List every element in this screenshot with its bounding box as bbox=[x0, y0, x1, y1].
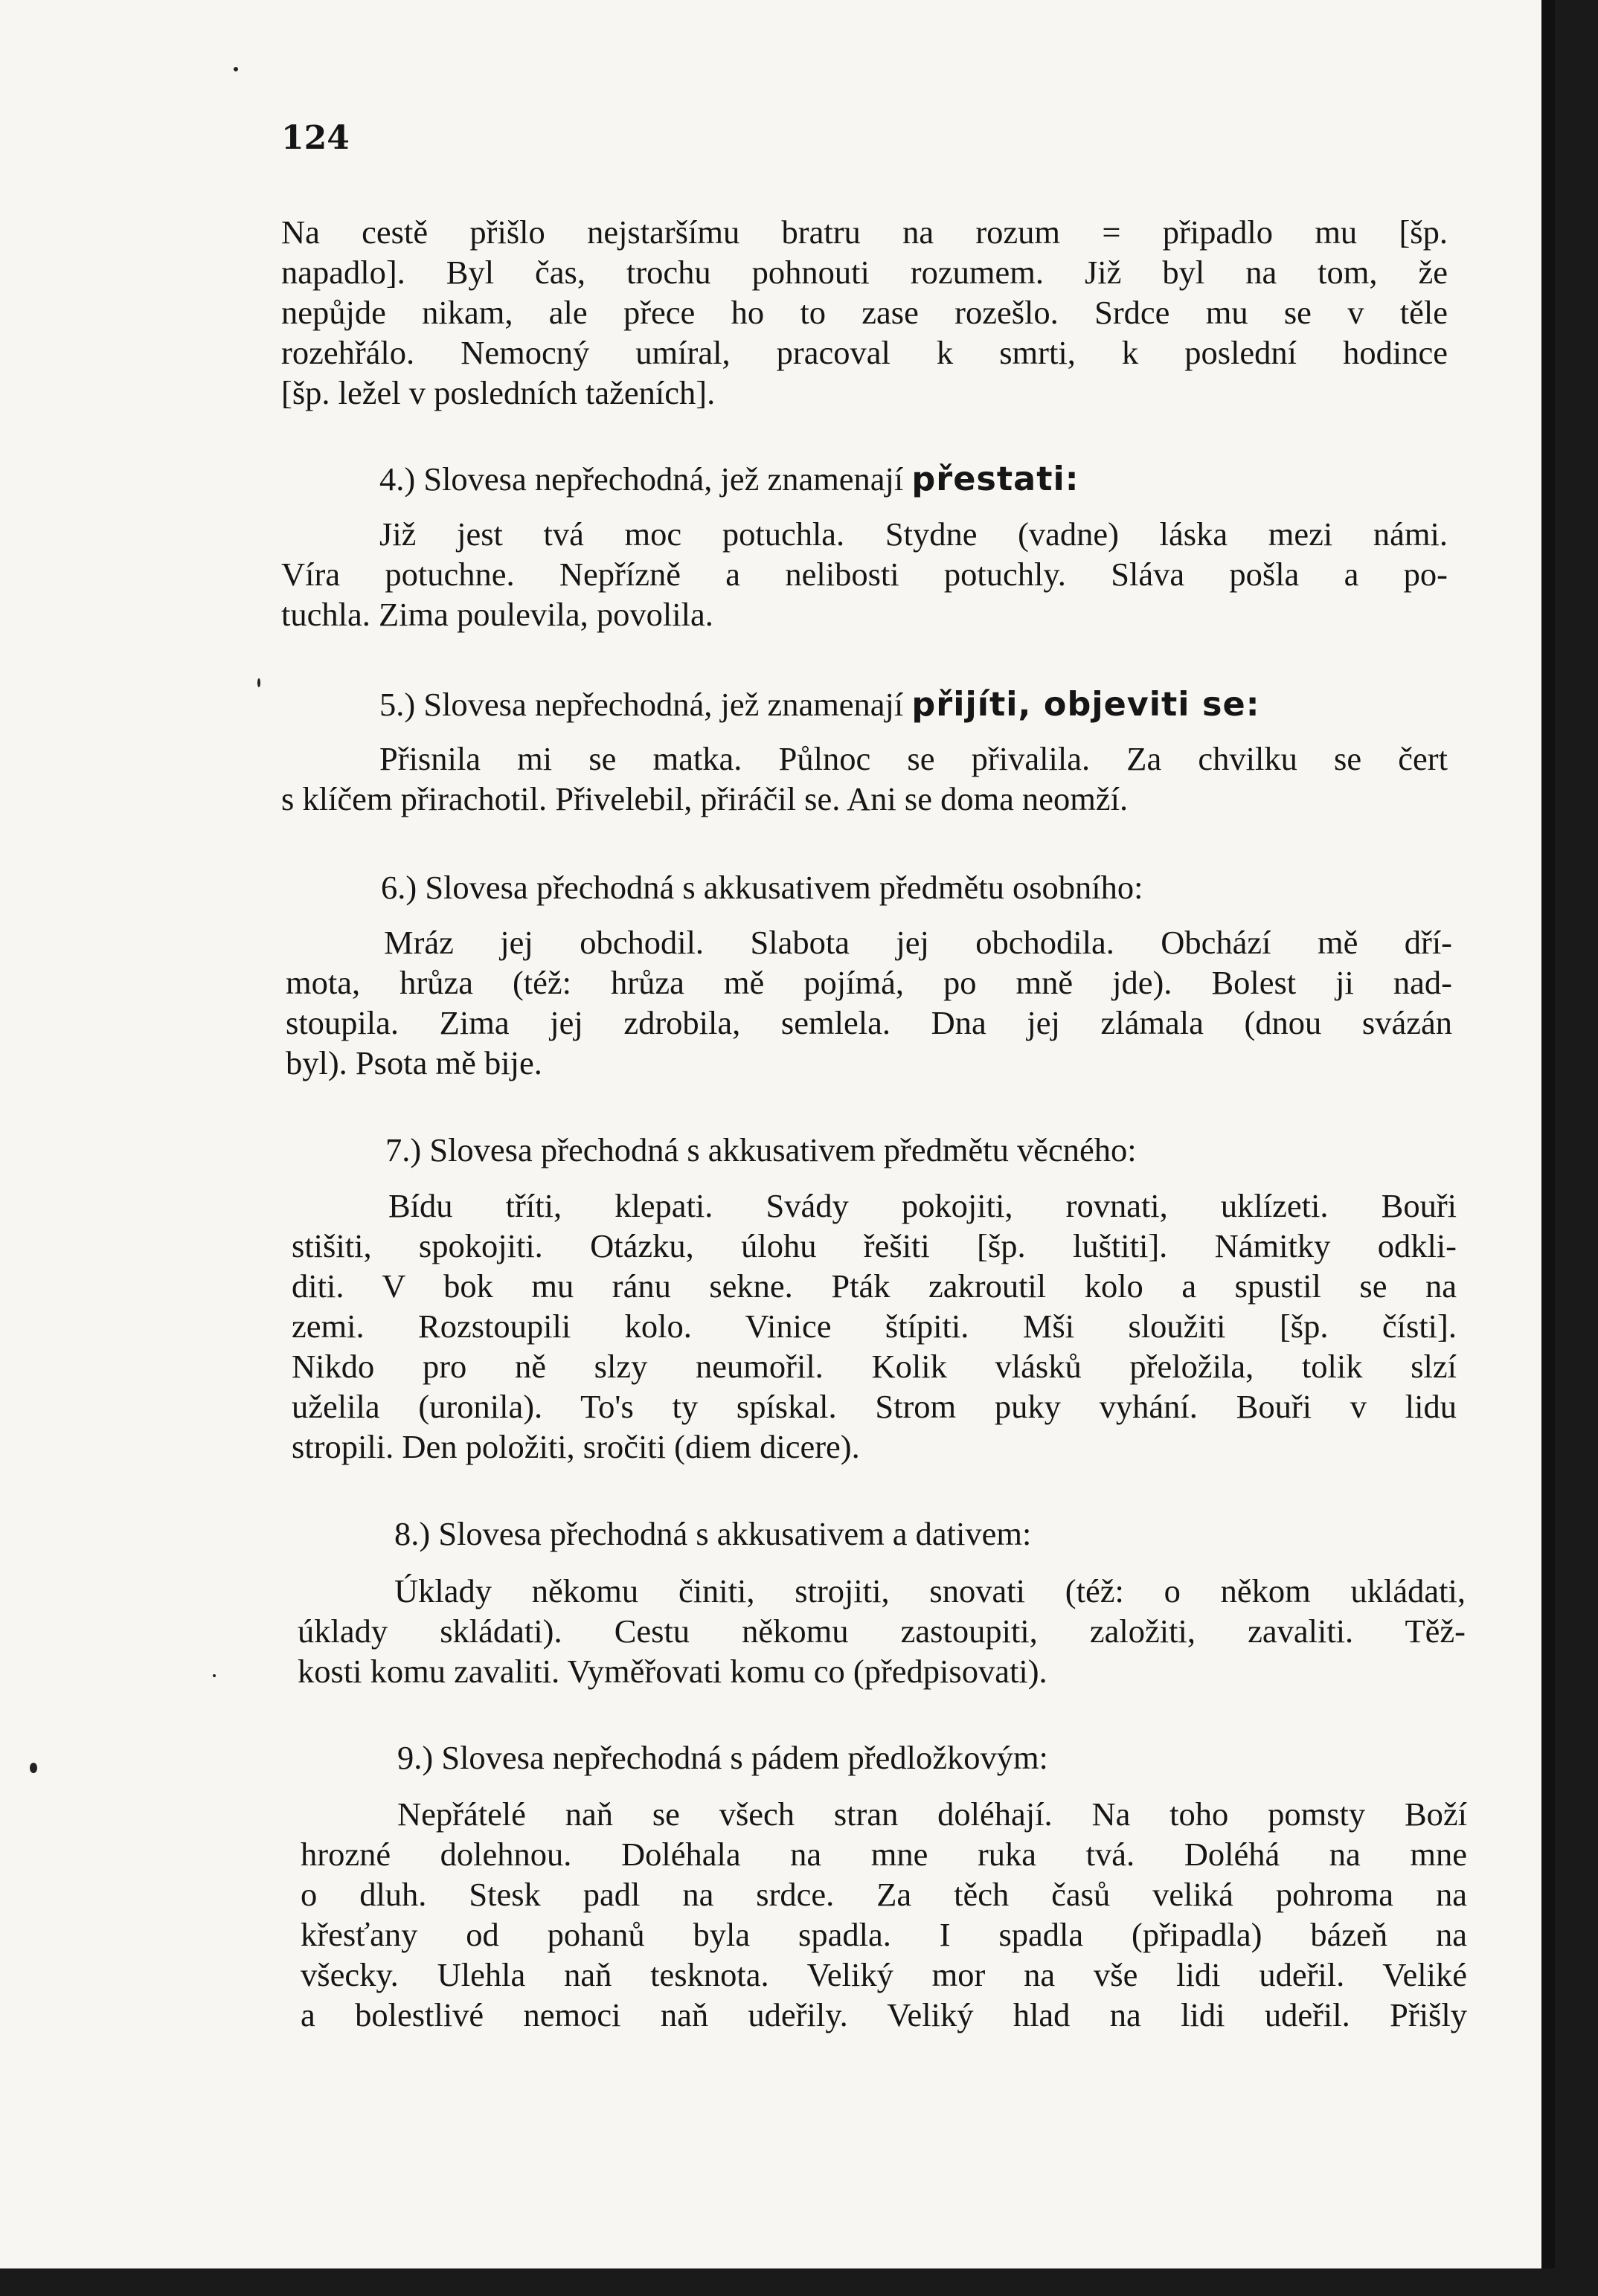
section-body-8 bbox=[298, 1571, 1466, 1691]
text-line: uželila (uronila). To's ty spískal. Strom puky vyhání. Bouři v lidu bbox=[292, 1388, 1457, 1425]
text-line: [šp. ležel v posledních taženích]. bbox=[281, 374, 716, 411]
section-body-6 bbox=[286, 922, 1452, 1083]
text-line: tuchla. Zima poulevila, povolila. bbox=[281, 596, 713, 633]
intro-paragraph bbox=[281, 212, 1448, 413]
section-body-9 bbox=[301, 1794, 1467, 2035]
heading-keyword: přestati: bbox=[911, 460, 1079, 498]
heading-text: 8.) Slovesa přechodná s akkusativem a dativem: bbox=[394, 1515, 1032, 1552]
page-number: 124 bbox=[281, 119, 350, 157]
section-heading-6 bbox=[381, 867, 1143, 907]
text-line: Víra potuchne. Nepřízně a nelibosti potuchly. Sláva pošla a po- bbox=[281, 556, 1448, 593]
scan-speck bbox=[257, 678, 260, 687]
text-line: Na cestě přišlo nejstaršímu bratru na rozum = připadlo mu [šp. bbox=[281, 213, 1448, 251]
text-line: stišiti, spokojiti. Otázku, úlohu řešiti [šp. luštiti]. Námitky odkli- bbox=[292, 1227, 1457, 1264]
text-line: Nikdo pro ně slzy neumořil. Kolik vlásků přeložila, tolik slzí bbox=[292, 1348, 1457, 1385]
scan-speck bbox=[234, 67, 238, 71]
text-line: a bolestlivé nemoci naň udeřily. Veliký hlad na lidi udeřil. Přišly bbox=[301, 1996, 1467, 2033]
heading-text: 6.) Slovesa přechodná s akkusativem předmětu osobního: bbox=[381, 869, 1143, 906]
section-body-7 bbox=[292, 1186, 1457, 1467]
section-body-5 bbox=[281, 739, 1448, 819]
heading-keyword: přijíti, objeviti se: bbox=[911, 686, 1260, 724]
scan-speck bbox=[30, 1763, 37, 1773]
text-line: o dluh. Stesk padl na srdce. Za těch časů veliká pohroma na bbox=[301, 1876, 1467, 1913]
scan-speck bbox=[213, 1674, 216, 1677]
text-line: diti. V bok mu ránu sekne. Pták zakroutil kolo a spustil se na bbox=[292, 1267, 1457, 1305]
text-line: úklady skládati). Cestu někomu zastoupiti, založiti, zavaliti. Těž- bbox=[298, 1612, 1466, 1650]
text-line: Přisnila mi se matka. Půlnoc se přivalila. Za chvilku se čert bbox=[379, 740, 1448, 777]
heading-text: 9.) Slovesa nepřechodná s pádem předložkovým: bbox=[397, 1739, 1048, 1776]
text-line: byl). Psota mě bije. bbox=[286, 1044, 542, 1081]
section-heading-4 bbox=[379, 459, 1079, 500]
text-line: Úklady někomu činiti, strojiti, snovati (též: o někom ukládati, bbox=[394, 1572, 1466, 1610]
section-heading-7 bbox=[385, 1130, 1137, 1170]
heading-text: 5.) Slovesa nepřechodná, jež znamenají bbox=[379, 686, 912, 723]
text-line: zemi. Rozstoupili kolo. Vinice štípiti. Mši sloužiti [šp. čísti]. bbox=[292, 1308, 1457, 1345]
text-line: Již jest tvá moc potuchla. Stydne (vadne) láska mezi námi. bbox=[379, 515, 1448, 553]
section-heading-9 bbox=[397, 1737, 1048, 1778]
section-body-4 bbox=[281, 514, 1448, 634]
text-line: nepůjde nikam, ale přece ho to zase rozešlo. Srdce mu se v těle bbox=[281, 294, 1448, 331]
heading-text: 7.) Slovesa přechodná s akkusativem předmětu věcného: bbox=[385, 1131, 1137, 1168]
text-line: napadlo]. Byl čas, trochu pohnouti rozumem. Již byl na tom, že bbox=[281, 254, 1448, 291]
text-line: všecky. Ulehla naň tesknota. Veliký mor na vše lidi udeřil. Veliké bbox=[301, 1956, 1467, 1993]
text-line: s klíčem přirachotil. Přivelebil, přiráčil se. Ani se doma neomží. bbox=[281, 780, 1129, 817]
text-line: Mráz jej obchodil. Slabota jej obchodila. Obchází mě dří- bbox=[384, 924, 1452, 961]
text-line: hrozné dolehnou. Doléhala na mne ruka tvá. Doléhá na mne bbox=[301, 1836, 1467, 1873]
text-line: stoupila. Zima jej zdrobila, semlela. Dna jej zlámala (dnou svázán bbox=[286, 1004, 1452, 1041]
text-line: kosti komu zavaliti. Vyměřovati komu co (předpisovati). bbox=[298, 1653, 1047, 1690]
text-line: křesťany od pohanů byla spadla. I spadla (připadla) bázeň na bbox=[301, 1916, 1467, 1953]
text-line: Nepřátelé naň se všech stran doléhají. Na toho pomsty Boží bbox=[397, 1795, 1467, 1833]
text-line: stropili. Den položiti, sročiti (diem dicere). bbox=[292, 1428, 860, 1465]
text-line: mota, hrůza (též: hrůza mě pojímá, po mně jde). Bolest ji nad- bbox=[286, 964, 1452, 1001]
text-line: Bídu tříti, klepati. Svády pokojiti, rovnati, uklízeti. Bouři bbox=[388, 1187, 1457, 1224]
heading-text: 4.) Slovesa nepřechodná, jež znamenají bbox=[379, 460, 912, 498]
section-heading-8 bbox=[394, 1514, 1031, 1554]
text-line: rozehřálo. Nemocný umíral, pracoval k smrti, k poslední hodince bbox=[281, 334, 1448, 371]
section-heading-5 bbox=[379, 684, 1260, 725]
